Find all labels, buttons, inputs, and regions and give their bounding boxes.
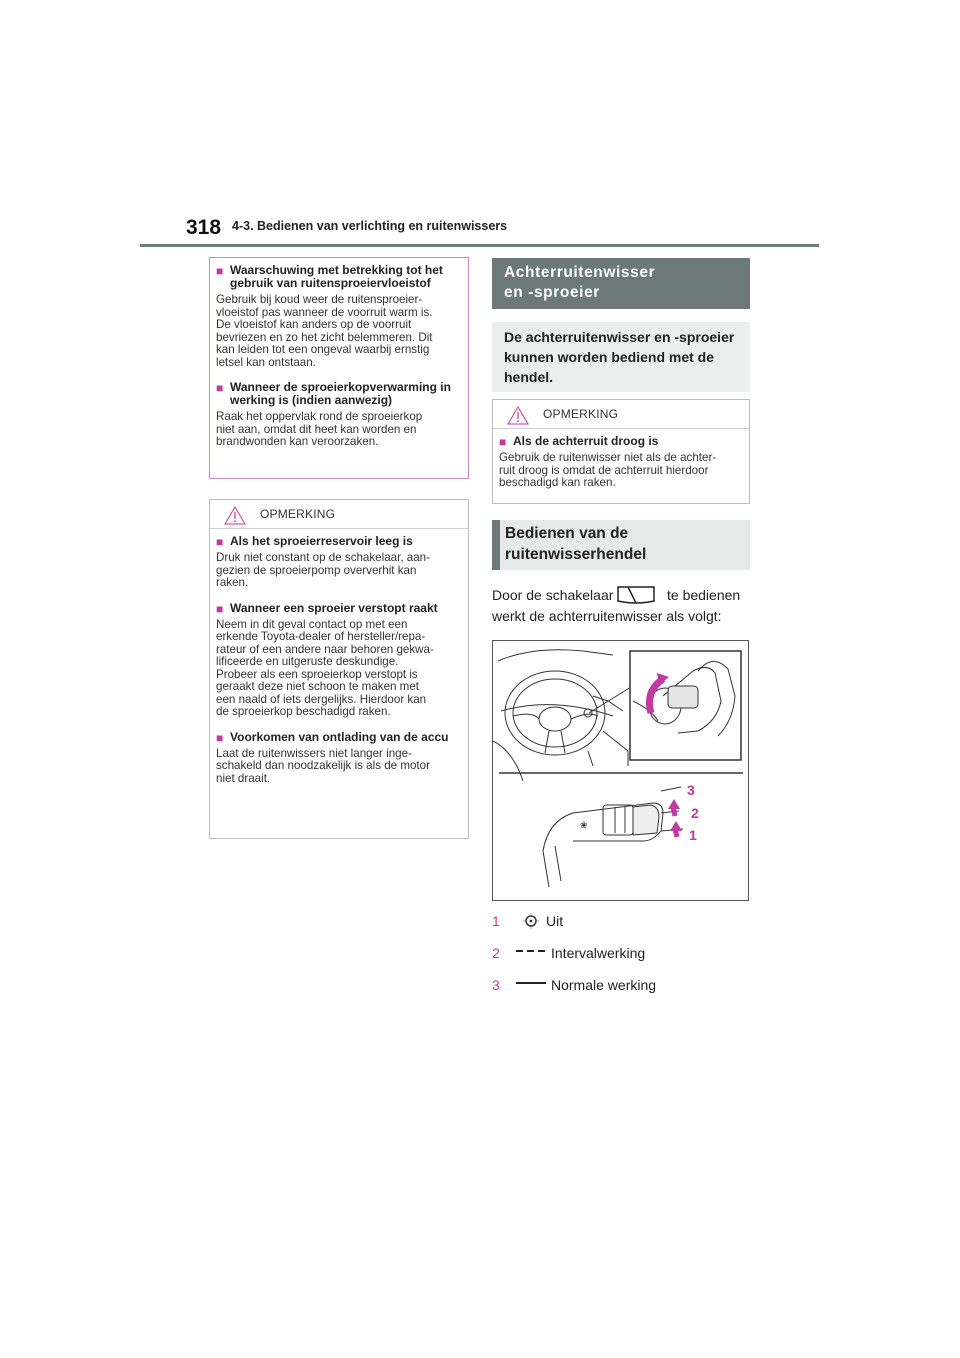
solid-line-icon — [515, 978, 547, 988]
position-label-3: 3 — [687, 782, 695, 798]
lever-illustration — [492, 640, 749, 901]
note-box — [492, 399, 750, 504]
warning-box — [209, 257, 469, 479]
section-heading: Achterruitenwisser en -sproeier — [492, 258, 750, 309]
body-text: werkt de achterruitenwisser als volgt: — [492, 608, 722, 624]
header-rule — [140, 244, 819, 247]
body-text: te bedienen — [667, 587, 741, 603]
legend-text: Uit — [546, 913, 564, 929]
position-label-2: 2 — [691, 805, 699, 821]
wiper-off-icon — [518, 911, 544, 931]
caution-icon — [224, 506, 246, 525]
position-label-1: 1 — [689, 827, 697, 843]
note-item-heading: ■ Wanneer een sproeier verstopt raakt — [216, 600, 438, 616]
note-box — [209, 499, 469, 839]
warning-item-heading: ■ Wanneer de sproeierkopverwarming in werking is (indien aanwezig) — [216, 380, 451, 407]
legend-text: Normale werking — [551, 977, 657, 993]
warning-item-body: Raak het oppervlak rond de sproeierkop niet aan, omdat dit heet kan worden en brandwonden kan veroorzaken. — [216, 410, 423, 448]
legend-number: 1 — [492, 913, 500, 929]
wiper-lever-diagram — [493, 641, 749, 901]
note-label: OPMERKING — [260, 507, 336, 521]
warning-item-heading: ■ Waarschuwing met betrekking tot het gebruik van ruitensproeiervloeistof — [216, 263, 443, 290]
dashed-line-icon — [515, 946, 547, 956]
note-item-body: Druk niet constant op de schakelaar, aan- gezien de sproeierpomp oververhit kan raken. — [216, 551, 430, 589]
legend-number: 2 — [492, 945, 500, 961]
rear-wiper-icon — [616, 583, 656, 607]
page-number: 318 — [186, 216, 222, 239]
note-item-heading: ■ Voorkomen van ontlading van de accu — [216, 729, 449, 745]
note-item-heading: ■ Als het sproeierreservoir leeg is — [216, 534, 413, 549]
note-header — [210, 500, 468, 529]
warning-item-body: Gebruik bij koud weer de ruitensproeier- vloeistof pas wanneer de voorruit warm is. De vloeistof kan anders op de voorruit bevriezen en zo het zicht belemmeren. Dit kan leiden tot een ongeval waarbij ernstig letsel kan ontstaan. — [216, 293, 433, 369]
body-text: Door de schakelaar — [492, 587, 614, 603]
subsection-heading: Bedienen van de ruitenwisserhendel — [492, 520, 750, 570]
note-label: OPMERKING — [543, 407, 619, 421]
note-item-body: Neem in dit geval contact op met een erkende Toyota-dealer of hersteller/repa- rateur of een andere naar behoren gekwa- lificeerde en uitgeruste deskundige. Probeer als een sproeierkop verstopt is geraakt deze niet schoon te maken met een naald of iets dergelijks. Hierdoor kan de sproeierkop beschadigd raken. — [216, 617, 434, 718]
note-header — [493, 400, 749, 429]
intro-box: De achterruitenwisser en -sproeier kunnen worden bediend met de hendel. — [492, 322, 750, 392]
chapter-title: 4-3. Bedienen van verlichting en ruitenwissers — [232, 219, 508, 233]
caution-icon — [507, 406, 529, 425]
legend-text: Intervalwerking — [551, 945, 646, 961]
subsection-accent — [492, 520, 500, 570]
note-item-heading: ■ Als de achterruit droog is — [499, 434, 659, 449]
note-item-body: Gebruik de ruitenwisser niet als de achter- ruit droog is omdat de achterruit hierdoor beschadigd kan raken. — [499, 451, 717, 489]
legend-number: 3 — [492, 977, 500, 993]
svg-text:❀: ❀ — [580, 821, 588, 831]
note-item-body: Laat de ruitenwissers niet langer inge- schakeld dan noodzakelijk is als de motor niet draait. — [216, 746, 430, 785]
